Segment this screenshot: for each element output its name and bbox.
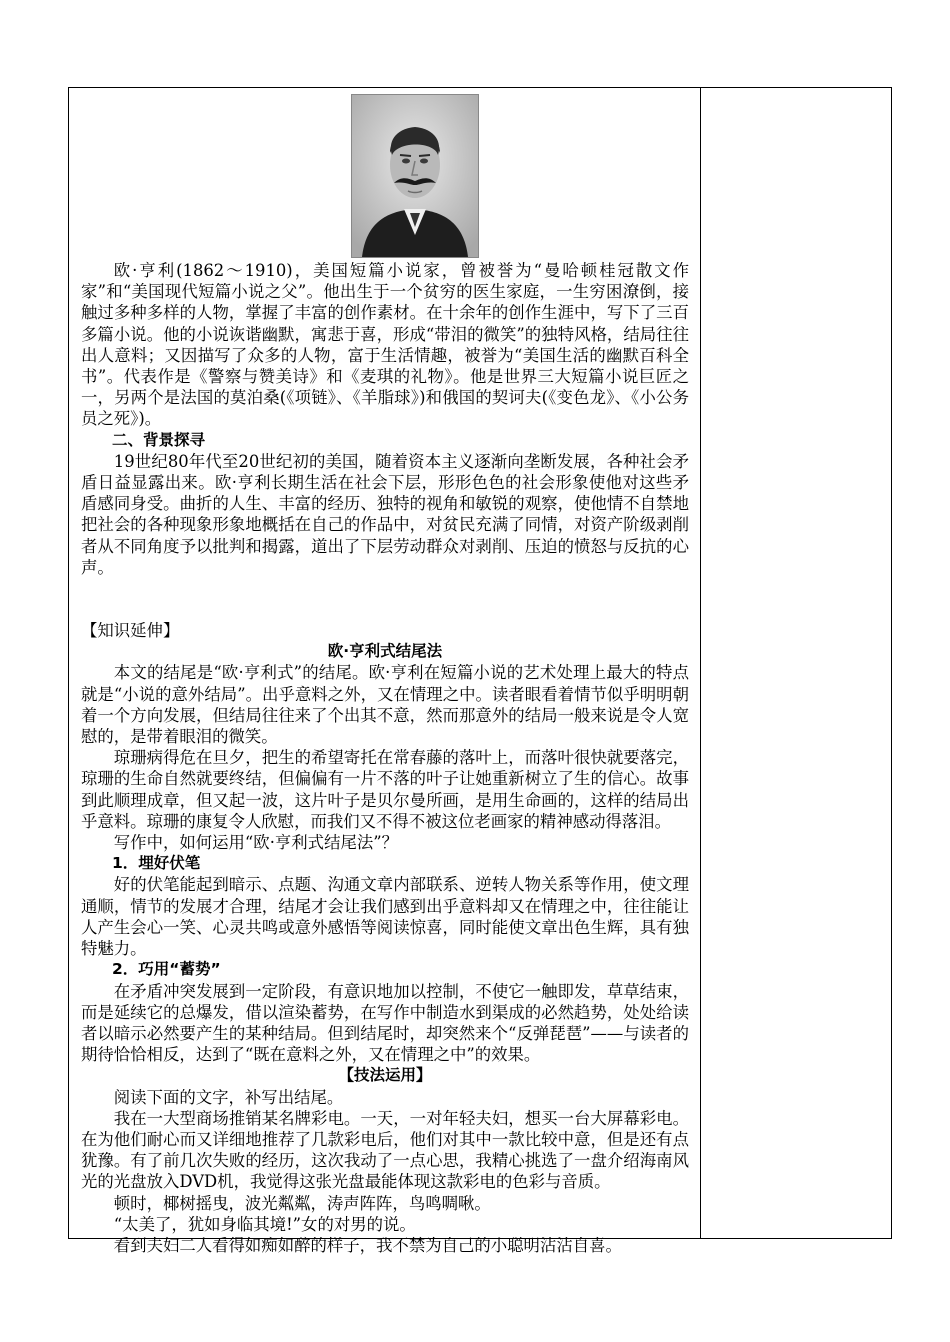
extension-paragraph-3: 写作中，如何运用“欧·亨利式结尾法”？ <box>113 833 399 853</box>
extension-label: 【知识延伸】 <box>81 621 180 641</box>
worksheet-table <box>68 87 892 1255</box>
practice-paragraph-4: 看到夫妇二人看得如痴如醉的样子，我不禁为自己的小聪明沾沾自喜。 <box>113 1235 622 1255</box>
bio-paragraph: 欧·亨利(1862～1910)，美国短篇小说家，曾被誉为“曼哈顿桂冠散文作家”和“美国现代短篇小说之父”。他出生于一个贫穷的医生家庭，一生穷困潦倒，接触过多种多样的人物，掌握了丰富的创作素材。在十余年的创作生涯中，写下了三百多篇小说。他的小说诙谐幽默，寓悲于喜，形成“带泪的微笑”的独特风格，结局往往出人意料；又因描写了众多的人物，富于生活情趣，被誉为“美国生活的幽默百科全书”。代表作是《警察与赞美诗》和《麦琪的礼物》。他是世界三大短篇小说巨匠之一，另两个是法国的莫泊桑(《项链》、《羊脂球》)和俄国的契诃夫(《变色龙》、《小公务员之死》)。 <box>81 261 689 429</box>
extension-paragraph-1: 本文的结尾是“欧·亨利式”的结尾。欧·亨利在短篇小说的艺术处理上最大的特点就是“小说的意外结局”。出乎意料之外，又在情理之中。读者眼看着情节似乎明明朝着一个方向发展，但结局往往来了个出其不意，然而那意外的结局一般来说是令人宽慰的，是带着眼泪的微笑。 <box>81 663 689 747</box>
column-divider <box>700 88 701 1238</box>
practice-paragraph-2: 顿时，椰树摇曳，波光粼粼，涛声阵阵，鸟鸣啁啾。 <box>113 1193 491 1213</box>
extension-paragraph-5: 在矛盾冲突发展到一定阶段，有意识地加以控制，不使它一触即发，草草结束，而是延续它的总爆发，借以渲染蓄势，在写作中制造水到渠成的必然趋势，处处给读者以暗示必然要产生的某种结局。但到结尾时，却突然来个“反弹琵琶”——与读者的期待恰恰相反，达到了“既在意料之外，又在情理之中”的效果。 <box>81 981 689 1065</box>
extension-subheading-1: 1．埋好伏笔 <box>112 854 201 873</box>
article-text <box>81 260 689 1256</box>
background-paragraph: 19世纪80年代至20世纪初的美国，随着资本主义逐渐向垄断发展，各种社会矛盾日益显露出来。欧·亨利长期生活在社会下层，形形色色的社会形象使他对这些矛盾感同身受。曲折的人生、丰富的经历、独特的视角和敏锐的观察，使他情不自禁地把社会的各种现象形象地概括在自己的作品中，对贫民充满了同情，对资产阶级剥削者从不同角度予以批判和揭露，道出了下层劳动群众对剥削、压迫的愤怒与反抗的心声。 <box>81 451 689 577</box>
portrait-image <box>352 95 478 257</box>
practice-instruction: 阅读下面的文字，补写出结尾。 <box>113 1087 344 1107</box>
extension-subheading-2: 2．巧用“蓄势” <box>112 960 221 979</box>
main-cell <box>81 88 689 1255</box>
author-portrait <box>351 94 479 258</box>
extension-title: 欧·亨利式结尾法 <box>327 642 443 661</box>
extension-paragraph-2: 琼珊病得危在旦夕，把生的希望寄托在常春藤的落叶上，而落叶很快就要落完，琼珊的生命自然就要终结，但偏偏有一片不落的叶子让她重新树立了生的信心。故事到此顺理成章，但又起一波，这片叶子是贝尔曼所画，是用生命画的，这样的结局出乎意料。琼珊的康复令人欣慰，而我们又不得不被这位老画家的精神感动得落泪。 <box>81 748 689 831</box>
practice-paragraph-1: 我在一大型商场推销某名牌彩电。一天，一对年轻夫妇，想买一台大屏幕彩电。在为他们耐心而又详细地推荐了几款彩电后，他们对其中一款比较中意，但是还有点犹豫。有了前几次失败的经历，这次我动了一点心思，我精心挑选了一盘介绍海南风光的光盘放入DVD机，我觉得这张光盘最能体现这款彩电的色彩与音质。 <box>81 1108 689 1192</box>
extension-paragraph-4: 好的伏笔能起到暗示、点题、沟通文章内部联系、逆转人物关系等作用，使文理通顺，情节的发展才合理，结尾才会让我们感到出乎意料却又在情理之中，往往能让人产生会心一笑、心灵共鸣或意外感悟等阅读惊喜，同时能使文章出色生辉，具有独特魅力。 <box>81 875 689 959</box>
practice-paragraph-3: “太美了，犹如身临其境!”女的对男的说。 <box>113 1214 416 1234</box>
practice-title: 【技法运用】 <box>338 1066 432 1085</box>
background-heading: 二、背景探寻 <box>112 430 206 449</box>
